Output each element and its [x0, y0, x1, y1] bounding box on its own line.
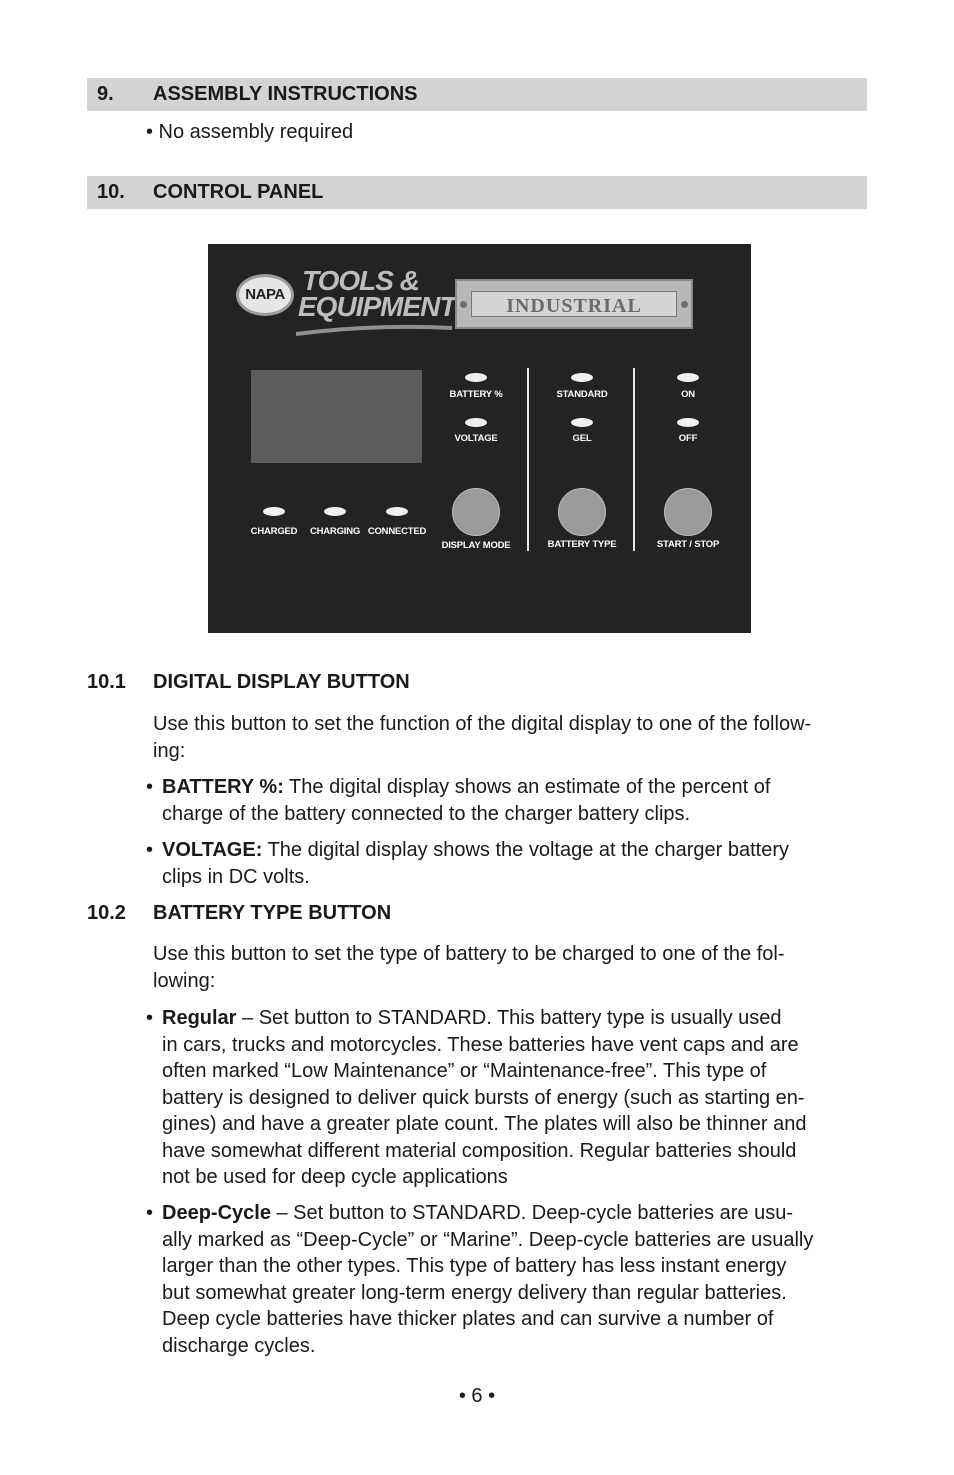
text-line: The digital display shows the voltage at the charger battery [262, 839, 789, 861]
charging-led [324, 507, 346, 516]
off-label: OFF [678, 433, 698, 444]
battery-type-button [558, 488, 606, 536]
text-line: larger than the other types. This type of battery has less instant energy [162, 1255, 787, 1277]
battery-pct-led [465, 373, 487, 382]
text-line: ing: [153, 739, 186, 762]
connected-label: CONNECTED [367, 526, 427, 537]
bullet-mark: • [146, 776, 154, 798]
text-line: charge of the battery connected to the charger battery clips. [162, 802, 691, 825]
subsection-title: DIGITAL DISPLAY BUTTON [153, 671, 410, 693]
bullet-label: BATTERY %: [162, 776, 284, 798]
battery-type-label: BATTERY TYPE [547, 539, 617, 550]
divider [633, 368, 635, 551]
regular-bullet [146, 1005, 870, 1191]
off-led [677, 418, 699, 427]
subsection-10-2-heading [87, 902, 391, 925]
section-number: 10. [97, 181, 125, 203]
display-mode-button [452, 488, 500, 536]
subsection-number: 10.1 [87, 671, 126, 693]
section-10-header [87, 176, 867, 209]
text-line: often marked “Low Maintenance” or “Maintenance-free”. This type of [162, 1060, 767, 1082]
text-line: – Set button to STANDARD. Deep-cycle batteries are usu- [270, 1202, 794, 1224]
text-line: in cars, trucks and motorcycles. These batteries have vent caps and are [162, 1033, 799, 1056]
on-led [677, 373, 699, 382]
brand-line-1: TOOLS & [302, 265, 419, 296]
start-stop-button [664, 488, 712, 536]
subsection-10-1-heading [87, 671, 410, 694]
section-title: ASSEMBLY INSTRUCTIONS [153, 83, 418, 105]
brand-line-2: EQUIPMENT [298, 291, 456, 322]
text-line: have somewhat different material composition. Regular batteries should [162, 1139, 797, 1162]
napa-logo: NAPA [236, 274, 294, 316]
battery-type-intro [153, 941, 869, 994]
deep-cycle-bullet [146, 1200, 870, 1359]
industrial-badge [455, 279, 693, 329]
charging-label: CHARGING [309, 526, 361, 537]
assembly-note: • No assembly required [146, 121, 354, 143]
text-line: ally marked as “Deep-Cycle” or “Marine”. Deep-cycle batteries are usually [162, 1228, 814, 1251]
text-line: not be used for deep cycle applications [162, 1166, 508, 1188]
text-line: battery is designed to deliver quick bursts of energy (such as starting en- [162, 1086, 805, 1109]
section-number: 9. [97, 83, 114, 105]
divider [527, 368, 529, 551]
text-line: but somewhat greater long-term energy delivery than regular batteries. [162, 1281, 787, 1304]
battery-pct-bullet [146, 774, 870, 827]
subsection-title: BATTERY TYPE BUTTON [153, 902, 392, 924]
connected-led [386, 507, 408, 516]
digital-display-intro [153, 711, 869, 764]
voltage-bullet [146, 837, 870, 890]
bullet-label: Deep-Cycle [162, 1202, 271, 1224]
charged-label: CHARGED [250, 526, 298, 537]
voltage-led [465, 418, 487, 427]
text-line: – Set button to STANDARD. This battery type is usually used [236, 1007, 782, 1029]
text-line: lowing: [153, 969, 216, 992]
start-stop-label: START / STOP [656, 539, 720, 550]
control-panel-image [208, 244, 751, 633]
bullet-mark: • [146, 839, 154, 861]
charged-led [263, 507, 285, 516]
section-9-header [87, 78, 867, 111]
bullet-mark: • [146, 1202, 154, 1224]
on-label: ON [681, 389, 695, 400]
rivet [460, 301, 467, 308]
text-line: gines) and have a greater plate count. The plates will also be thinner and [162, 1113, 807, 1135]
text-line: Deep cycle batteries have thicker plates and can survive a number of [162, 1308, 774, 1330]
text-line: clips in DC volts. [162, 865, 310, 888]
text-line: The digital display shows an estimate of the percent of [283, 776, 771, 798]
subsection-number: 10.2 [87, 902, 126, 924]
gel-label: GEL [572, 433, 592, 444]
bullet-mark: • [146, 1007, 154, 1029]
text-line: Use this button to set the type of battery to be charged to one of the fol- [153, 943, 785, 965]
brand-swoosh [294, 322, 454, 338]
digital-display [251, 370, 422, 463]
bullet-label: VOLTAGE: [162, 839, 263, 861]
industrial-badge-text: INDUSTRIAL [471, 291, 677, 317]
display-mode-label: DISPLAY MODE [441, 540, 511, 551]
page-number: • 6 • [458, 1385, 496, 1407]
text-line: discharge cycles. [162, 1334, 316, 1357]
standard-label: STANDARD [556, 389, 608, 400]
text-line: Use this button to set the function of the digital display to one of the follow- [153, 713, 812, 735]
gel-led [571, 418, 593, 427]
standard-led [571, 373, 593, 382]
section-title: CONTROL PANEL [153, 181, 324, 203]
bullet-label: Regular [162, 1007, 237, 1029]
rivet [681, 301, 688, 308]
voltage-label: VOLTAGE [454, 433, 498, 444]
battery-pct-label: BATTERY % [449, 389, 503, 400]
